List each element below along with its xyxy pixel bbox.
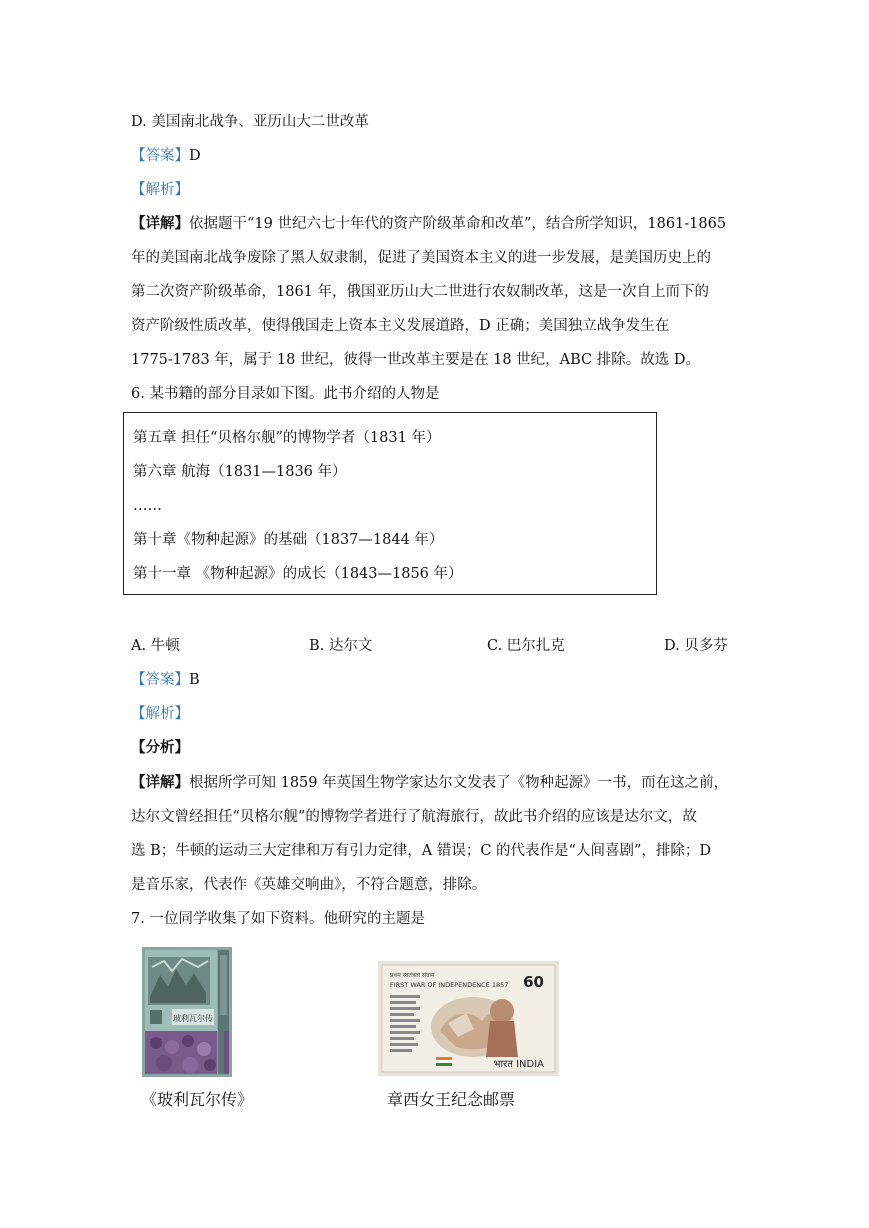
q6-option-c: C. 巴尔扎克 [487,638,565,654]
answer-value: B [189,672,200,688]
q6-answer [131,670,200,690]
detail-label: 【详解】 [131,774,189,791]
book-caption: 《玻利瓦尔传》 [141,1090,254,1109]
q5-detail-line-2: 年的美国南北战争废除了黑人奴隶制，促进了美国资本主义的进一步发展，是美国历史上的 [131,250,711,266]
q6-option-a: A. 牛顿 [131,638,180,654]
toc-item: 第六章 航海（1831—1836 年） [133,464,347,480]
toc-item: 第五章 担任“贝格尔舰”的博物学者（1831 年） [133,430,441,446]
q6-fenxi-label: 【分析】 [131,739,189,756]
q5-detail-line-5: 1775-1783 年，属于 18 世纪，彼得一世改革主要是在 18 世纪，ABC 排除。故选 D。 [131,352,700,368]
q6-option-b: B. 达尔文 [309,638,373,654]
q5-analysis-label: 【解析】 [131,182,189,198]
q6-analysis-label: 【解析】 [131,706,189,722]
q6-option-d: D. 贝多芬 [664,638,728,654]
q5-detail-line-1 [131,214,726,234]
q6-detail-line-4: 是音乐家，代表作《英雄交响曲》，不符合题意，排除。 [131,877,487,893]
toc-item: 第十一章 《物种起源》的成长（1843—1856 年） [133,566,463,582]
toc-item: 第十章《物种起源》的基础（1837—1844 年） [133,532,444,548]
q6-detail-line-2: 达尔文曾经担任“贝格尔舰”的博物学者进行了航海旅行，故此书介绍的应该是达尔文，故 [131,809,697,825]
detail-text: 根据所学可知 1859 年英国生物学家达尔文发表了《物种起源》一书，而在这之前， [189,775,729,791]
q6-detail-line-1 [131,773,728,793]
stamp-image [378,961,559,1076]
answer-label: 【答案】 [131,672,189,688]
stamp-country: भारत INDIA [493,1059,544,1070]
q6-stem: 6. 某书籍的部分目录如下图。此书介绍的人物是 [131,386,440,402]
q7-stem: 7. 一位同学收集了如下资料。他研究的主题是 [131,911,425,927]
detail-text: 依据题干“19 世纪六七十年代的资产阶级革命和改革”，结合所学知识，1861-1865 [189,216,727,232]
answer-label: 【答案】 [131,148,189,164]
stamp-header: FIRST WAR OF INDEPENDENCE 1857 [390,981,509,989]
q5-answer [131,146,201,166]
toc-box [123,412,657,595]
q5-detail-line-4: 资产阶级性质改革，使得俄国走上资本主义发展道路，D 正确；美国独立战争发生在 [131,318,670,334]
stamp-value: 60 [523,973,544,991]
detail-label: 【详解】 [131,215,189,232]
book-cover-title: 玻利瓦尔传 [173,1014,213,1023]
q5-detail-line-3: 第二次资产阶级革命，1861 年，俄国亚历山大二世进行农奴制改革，这是一次自上而下的 [131,284,710,300]
stamp-caption: 章西女王纪念邮票 [387,1090,516,1109]
book-cover-image [142,947,232,1077]
svg-text:प्रथम स्वतंत्रता संग्राम: प्रथम स्वतंत्रता संग्राम [390,972,435,979]
answer-value: D [189,148,201,164]
toc-item: …… [133,498,162,514]
q5-option-d: D. 美国南北战争、亚历山大二世改革 [131,114,369,130]
q6-detail-line-3: 选 B；牛顿的运动三大定律和万有引力定律，A 错误；C 的代表作是“人间喜剧”，排除；D [131,843,711,859]
